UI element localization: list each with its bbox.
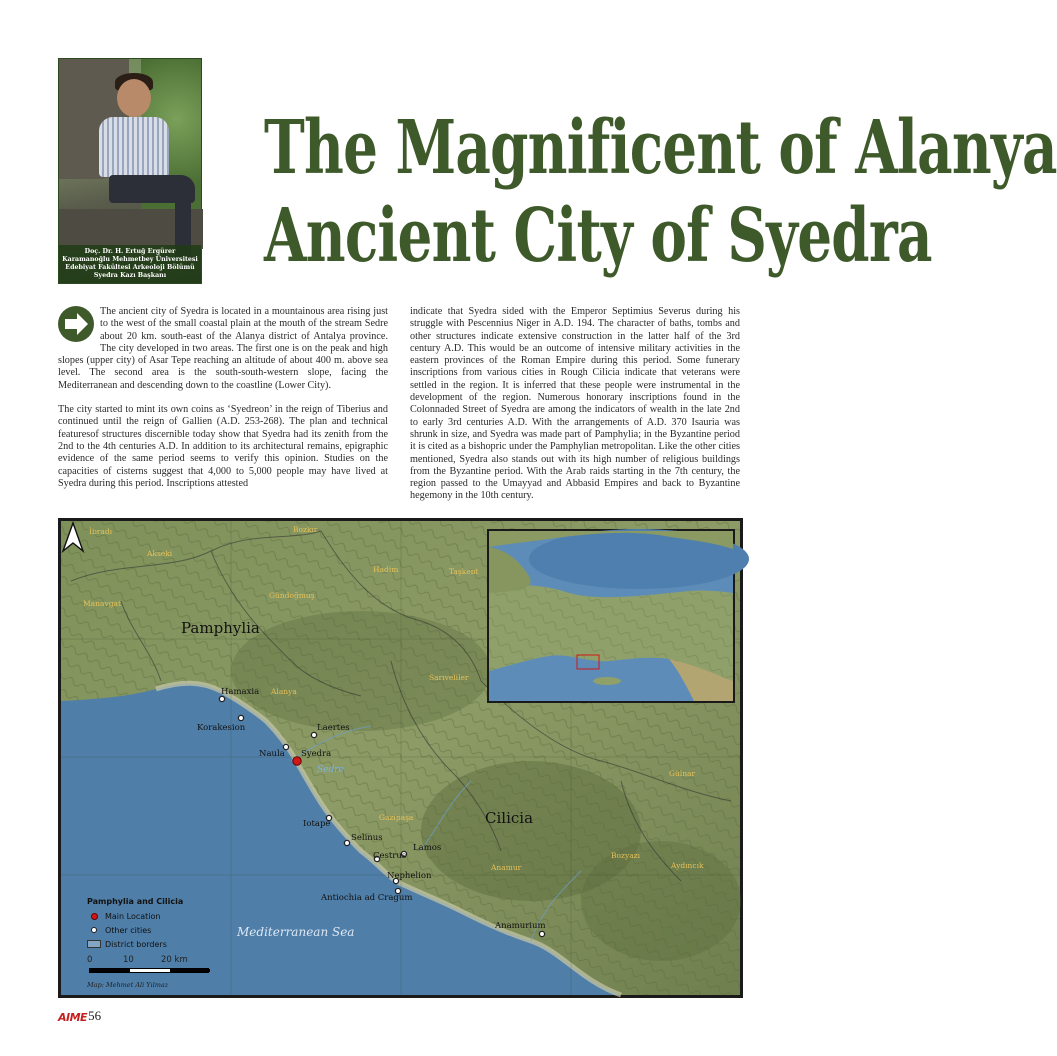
region-map [58, 518, 743, 998]
page-footer [58, 1008, 101, 1024]
district-label: Anamur [491, 863, 522, 872]
district-label: Manavgat [83, 599, 121, 608]
author-name: Doç. Dr. H. Ertuğ Ergürer [84, 248, 176, 255]
scale-label: 0 [87, 955, 93, 965]
north-arrow-icon [61, 521, 85, 553]
main-location-marker-icon [91, 913, 98, 920]
region-label-cilicia: Cilicia [485, 809, 534, 827]
author-caption [59, 245, 201, 283]
sea-label: Mediterranean Sea [237, 925, 355, 939]
scale-bar-graphic [89, 968, 209, 973]
district-label: Akseki [147, 549, 173, 558]
map-legend [87, 897, 247, 951]
town-label: Antiochia ad Cragum [321, 893, 413, 903]
author-university: Karamanoğlu Mehmetbey Üniversitesi [62, 256, 198, 263]
district-label: Bozkır [293, 525, 318, 534]
legend-row-other [87, 923, 247, 937]
town-label: Selinus [351, 833, 383, 843]
district-label: Gazipaşa [379, 813, 414, 822]
author-department: Edebiyat Fakültesi Arkeoloji Bölümü [65, 264, 195, 271]
inset-terrain [489, 531, 733, 701]
town-label-syedra: Syedra [301, 749, 332, 759]
town-label: Laertes [317, 723, 350, 733]
district-label: Hadim [373, 565, 399, 574]
legend-main-label: Main Location [105, 911, 161, 921]
district-label: Gülnar [669, 769, 696, 778]
title-line-2: Ancient City of Syedra [264, 193, 932, 279]
arrow-right-icon [58, 306, 94, 342]
stream-label: Sedre [317, 765, 344, 775]
town-label: Iotape [303, 819, 331, 829]
district-border-icon [87, 940, 101, 948]
district-label: Sarıveliler [429, 673, 469, 682]
title-line-1: The Magnificent of Alanya [264, 105, 1057, 191]
district-label: Aydıncık [671, 861, 704, 870]
photo-person-shirt [99, 117, 169, 177]
page-number: 56 [88, 1008, 102, 1023]
district-label: Bozyazı [611, 851, 641, 860]
district-label: Taşkent [449, 567, 479, 576]
town-label: Hamaxia [221, 687, 260, 697]
town-label: Anamurium [495, 921, 546, 931]
town-label: Cestrus [373, 851, 407, 861]
body-column-right [410, 306, 740, 515]
legend-district-label: District borders [105, 939, 167, 949]
scale-label: 20 km [161, 955, 188, 965]
town-label: Nephelion [387, 871, 432, 881]
map-credit: Map: Mehmet Ali Yılmaz [87, 981, 169, 989]
syedra-main-marker [293, 757, 301, 765]
author-photo [58, 58, 202, 284]
publication-logo: AIME [58, 1011, 88, 1024]
body-column-left [58, 306, 388, 502]
town-label: Naula [259, 749, 285, 759]
district-label: İbradı [89, 527, 113, 536]
author-role: Syedra Kazı Başkanı [93, 272, 167, 279]
inset-overview-map [487, 529, 735, 703]
legend-other-label: Other cities [105, 925, 152, 935]
body-paragraph: indicate that Syedra sided with the Emperor Septimius Severus during his struggle with Pescennius Niger in A.D. 194. The character of baths, tombs and other structures indicate extensive construction in the latter half of the 3rd century A.D. This would be an outcome of intensive military activities in the eastern provinces of the Roman Empire during this period. Some funerary inscriptions from various cities in Rough Cilicia indicate that veterans were settled in the region. It is inferred that these people were instrumental in the development of the region. Numerous honorary inscriptions found in the Colonnaded Street of Syedra are among the indicators of wealth in the late 2nd to early 3rd centuries A.D. With the arrangements of A.D. 370 Isauria was shrunk in size, and Syedra was made part of Pamphylia; in the Byzantine period it is cited as a bishopric under the Pamphylian metropolitan. Like the other cities mentioned, Syedra also stands out with its high number of religious buildings from the Byzantine period. With the Arab raids starting in the 7th century, the region passed to the Umayyad and Abbasid Empires and back to Byzantine hegemony in the 10th century. [410, 306, 740, 502]
legend-row-main [87, 909, 247, 923]
town-label: Lamos [413, 843, 442, 853]
legend-row-district [87, 937, 247, 951]
district-label: Alanya [271, 687, 297, 696]
title-block [196, 52, 1057, 279]
body-paragraph: The city started to mint its own coins as ‘Syedreon’ in the reign of Tiberius and continued until the reign of Gallien (A.D. 253-268). The plan and technical featuresof structures discernible today show that Syedra had its zenith from the 2nd to the 4th centuries A.D. In addition to its architectural remains, epigraphic evidence of the same period seems to verify this opinion. Studies on the capacities of cisterns suggest that 4,000 to 5,000 people may have lived at Syedra during this period. Inscriptions attested [58, 404, 388, 489]
region-label-pamphylia: Pamphylia [181, 619, 260, 637]
legend-title: Pamphylia and Cilicia [87, 897, 184, 906]
photo-person-head [117, 79, 151, 117]
town-label: Korakesion [197, 723, 246, 733]
district-label: Gündoğmuş [269, 591, 315, 600]
other-city-marker-icon [91, 927, 97, 933]
scale-label: 10 [123, 955, 134, 965]
body-paragraph: The ancient city of Syedra is located in a mountainous area rising just to the west of the small coastal plain at the mouth of the stream Sedre about 20 km. south-east of the Alanya district of Antalya province. The city developed in two areas. The first one is on the peak and high slopes (upper city) of Asar Tepe reaching an altitude of about 400 m. above sea level. The second area is the south-south-western slope, facing the Mediterranean and descending down to the coastline (Lower City). [58, 306, 388, 391]
